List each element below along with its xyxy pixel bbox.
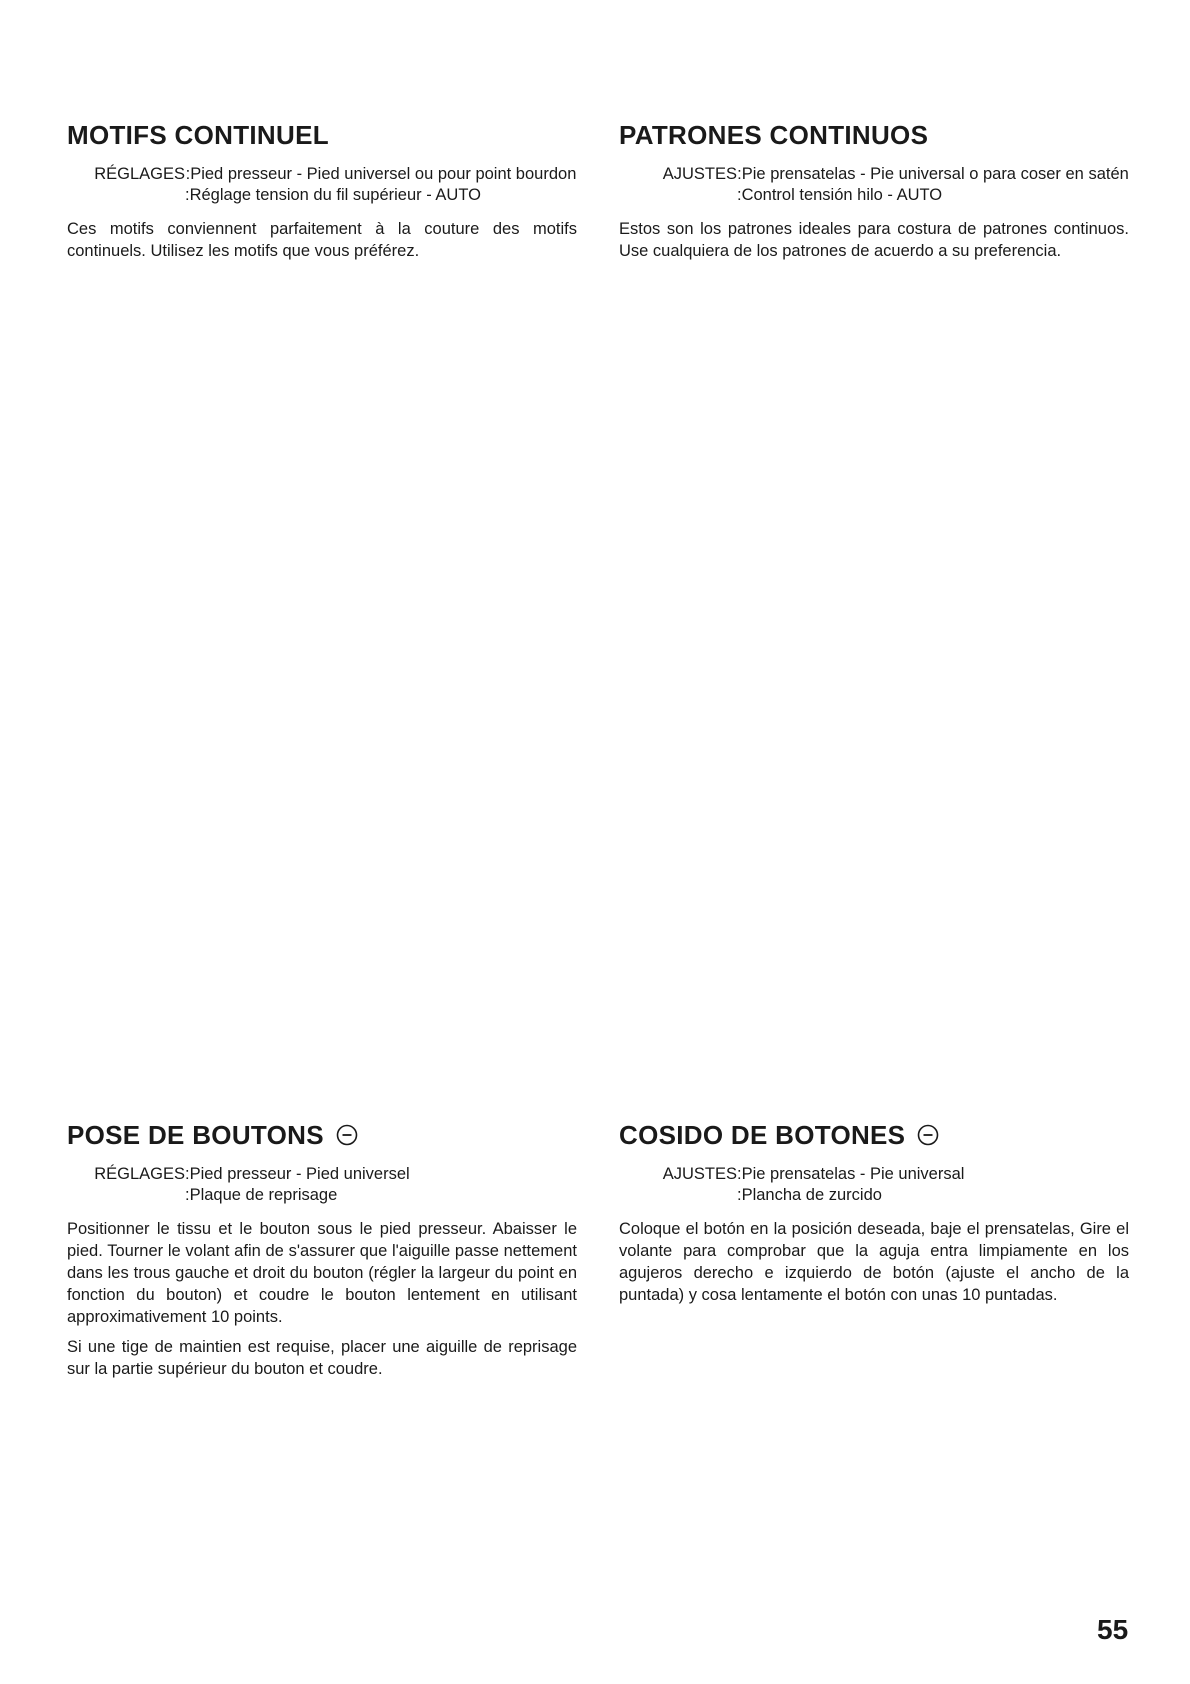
description-paragraph-2: Si une tige de maintien est requise, placer une aiguille de reprisage sur la partie supérieur du bouton et coudre. (67, 1338, 577, 1378)
setting-presser-foot: :Pied presseur - Pied universel ou pour point bourdon (185, 165, 577, 183)
description-paragraph: Ces motifs conviennent parfaitement à la couture des motifs continuels. Utilisez les motifs que vous préférez. (67, 220, 577, 260)
section-pose-de-boutons (67, 1120, 577, 1388)
section-patrones-continuos (619, 120, 1129, 270)
setting-presser-foot: :Pied presseur - Pied universel (185, 1165, 410, 1183)
section-motifs-continuel (67, 120, 577, 270)
description-paragraph: Positionner le tissu et le bouton sous le pied presseur. Abaisser le pied. Tourner le volant afin de s'assurer que l'aiguille passe nettement dans les trous gauche et droit du bouton (régler la largeur du point en fonction du bouton) et coudre le bouton lentement en utilisant approximativement 10 points. (67, 1220, 577, 1326)
heading-patrones-continuos: PATRONES CONTINUOS (619, 120, 929, 150)
heading-motifs-continuel: MOTIFS CONTINUEL (67, 120, 329, 150)
settings-block (67, 164, 577, 206)
settings-label: AJUSTES (662, 165, 737, 183)
heading-cosido-de-botones (619, 1120, 1129, 1150)
settings-label: RÉGLAGES (94, 165, 185, 183)
minus-circle-icon (336, 1124, 358, 1146)
setting-darning-plate: :Plaque de reprisage (185, 1186, 338, 1204)
settings-block (619, 1164, 1129, 1206)
page-number: 55 (1097, 1614, 1129, 1645)
minus-circle-icon (917, 1124, 939, 1146)
heading-text: COSIDO DE BOTONES (619, 1120, 906, 1150)
settings-block (67, 1164, 577, 1206)
section-cosido-de-botones (619, 1120, 1129, 1314)
setting-thread-tension: :Réglage tension du fil supérieur - AUTO (185, 186, 481, 204)
settings-block (619, 164, 1129, 206)
setting-darning-plate: :Plancha de zurcido (737, 1186, 882, 1204)
settings-label: RÉGLAGES (94, 1165, 185, 1183)
settings-label: AJUSTES (662, 1165, 737, 1183)
heading-text: POSE DE BOUTONS (67, 1120, 324, 1150)
description-paragraph: Coloque el botón en la posición deseada, baje el prensatelas, Gire el volante para comprobar que la aguja entra limpiamente en los agujeros derecho e izquierdo de botón (ajuste el ancho de la puntada) y cosa lentamente el botón con unas 10 puntadas. (619, 1220, 1129, 1304)
setting-thread-tension: :Control tensión hilo - AUTO (737, 186, 943, 204)
setting-presser-foot: :Pie prensatelas - Pie universal o para coser en satén (737, 165, 1129, 183)
description-paragraph: Estos son los patrones ideales para costura de patrones continuos. Use cualquiera de los patrones de acuerdo a su preferencia. (619, 220, 1129, 260)
heading-pose-de-boutons (67, 1120, 577, 1150)
setting-presser-foot: :Pie prensatelas - Pie universal (737, 1165, 965, 1183)
